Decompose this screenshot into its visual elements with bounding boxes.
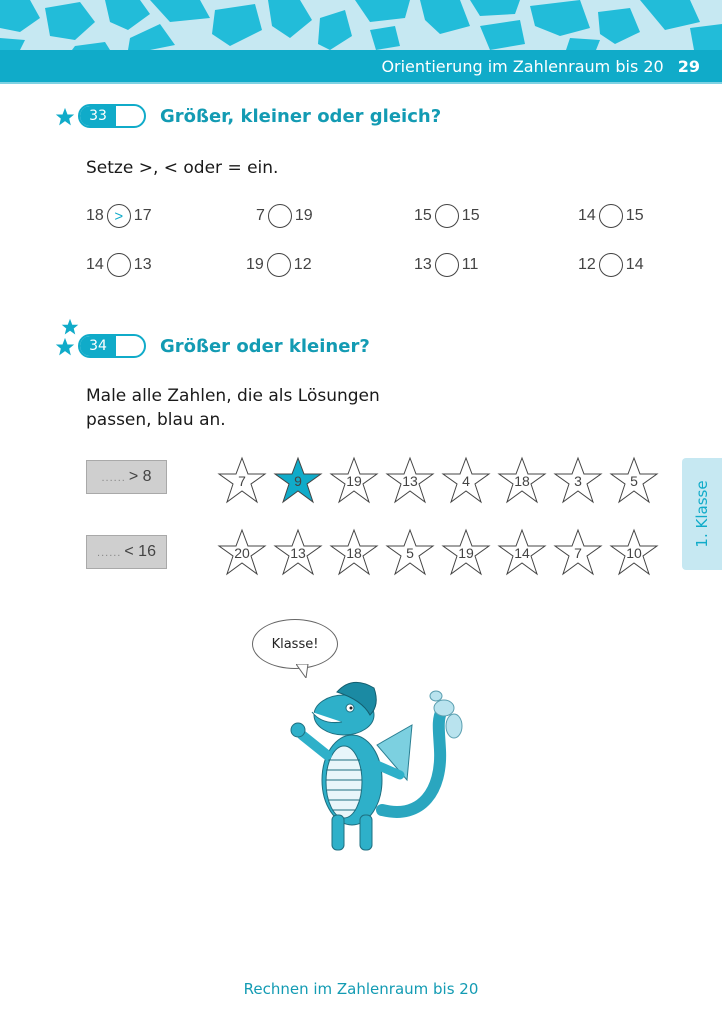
- page-number: 29: [677, 56, 700, 76]
- difficulty-star-icon: [55, 107, 75, 127]
- section-title: Orientierung im Zahlenraum bis 20: [381, 56, 664, 76]
- answer-circle[interactable]: [599, 253, 623, 277]
- star-number: 18: [346, 545, 362, 561]
- difficulty-star-icon: [61, 318, 79, 336]
- left-number: 14: [86, 256, 104, 273]
- blank-dots: ......: [101, 472, 126, 484]
- star-row: [214, 528, 662, 578]
- task-instruction: Setze >, < oder = ein.: [86, 158, 279, 178]
- header-decorative-pattern: [0, 0, 722, 50]
- grade-label: 1. Klasse: [693, 480, 711, 548]
- instruction-line: Male alle Zahlen, die als Lösungen: [86, 386, 380, 406]
- answer-star[interactable]: [606, 528, 662, 578]
- star-number: 5: [630, 473, 638, 489]
- answer-circle[interactable]: [267, 253, 291, 277]
- right-number: 13: [133, 256, 152, 273]
- answer-circle[interactable]: [435, 253, 459, 277]
- condition-box: [86, 535, 167, 569]
- comparison-item: [414, 204, 480, 228]
- answer-star[interactable]: [326, 456, 382, 506]
- answer-star[interactable]: [270, 528, 326, 578]
- answer-star[interactable]: [270, 456, 326, 506]
- comparison-item: [256, 204, 313, 228]
- right-number: 12: [293, 256, 312, 273]
- right-number: 15: [625, 207, 644, 224]
- answer-star[interactable]: [550, 528, 606, 578]
- blank-dots: ......: [97, 547, 122, 559]
- star-number: 13: [402, 473, 418, 489]
- task-title: Größer oder kleiner?: [160, 335, 370, 357]
- instruction-line: passen, blau an.: [86, 410, 226, 430]
- answer-star[interactable]: [214, 528, 270, 578]
- task-34-header: [78, 334, 370, 358]
- page-footer: Rechnen im Zahlenraum bis 20: [243, 980, 479, 998]
- comparison-item: [246, 253, 312, 277]
- answer-star[interactable]: [382, 528, 438, 578]
- grade-side-tab: [682, 458, 722, 570]
- answer-star[interactable]: [438, 456, 494, 506]
- right-number: 11: [461, 256, 479, 273]
- star-number: 10: [626, 545, 642, 561]
- task-instruction: [86, 384, 380, 432]
- comparison-item: [86, 253, 152, 277]
- star-number: 9: [294, 473, 302, 489]
- star-number: 19: [458, 545, 474, 561]
- task-number: 34: [80, 336, 116, 356]
- answer-star[interactable]: [494, 456, 550, 506]
- left-number: 14: [578, 207, 596, 224]
- comparison-item: [414, 253, 478, 277]
- task-number-badge: [78, 334, 146, 358]
- answer-star[interactable]: [494, 528, 550, 578]
- right-number: 19: [294, 207, 313, 224]
- answer-circle[interactable]: [435, 204, 459, 228]
- page-header-bar: [0, 50, 722, 82]
- left-number: 15: [414, 207, 432, 224]
- task-number-badge: [78, 104, 146, 128]
- dragon-mascot-icon: [282, 670, 472, 860]
- right-number: 14: [625, 256, 644, 273]
- star-number: 5: [406, 545, 414, 561]
- answer-star[interactable]: [438, 528, 494, 578]
- answer-star[interactable]: [382, 456, 438, 506]
- answer-star[interactable]: [326, 528, 382, 578]
- speech-text: Klasse!: [271, 636, 319, 652]
- left-number: 19: [246, 256, 264, 273]
- answer-star[interactable]: [606, 456, 662, 506]
- star-number: 18: [514, 473, 530, 489]
- left-number: 18: [86, 207, 104, 224]
- left-number: 13: [414, 256, 432, 273]
- comparison-item: [578, 204, 644, 228]
- comparison-item: [86, 204, 152, 228]
- condition-box: [86, 460, 167, 494]
- star-number: 7: [238, 473, 246, 489]
- star-number: 4: [462, 473, 470, 489]
- answer-star[interactable]: [214, 456, 270, 506]
- left-number: 7: [256, 207, 265, 224]
- left-number: 12: [578, 256, 596, 273]
- task-number: 33: [80, 106, 116, 126]
- task-33-header: [78, 104, 441, 128]
- header-divider: [0, 82, 722, 84]
- condition-text: < 16: [124, 543, 156, 560]
- answer-circle[interactable]: [599, 204, 623, 228]
- right-number: 17: [133, 207, 152, 224]
- answer-circle[interactable]: [107, 253, 131, 277]
- star-number: 20: [234, 545, 250, 561]
- answer-star[interactable]: [550, 456, 606, 506]
- right-number: 15: [461, 207, 480, 224]
- task-title: Größer, kleiner oder gleich?: [160, 105, 442, 127]
- speech-bubble: [252, 619, 338, 669]
- difficulty-star-icon: [55, 337, 75, 357]
- star-number: 3: [574, 473, 582, 489]
- star-number: 7: [574, 545, 582, 561]
- star-number: 19: [346, 473, 362, 489]
- answer-circle[interactable]: >: [107, 204, 131, 228]
- star-number: 14: [514, 545, 530, 561]
- star-row: [214, 456, 662, 506]
- comparison-item: [578, 253, 644, 277]
- answer-circle[interactable]: [268, 204, 292, 228]
- condition-text: > 8: [128, 468, 152, 485]
- star-number: 13: [290, 545, 306, 561]
